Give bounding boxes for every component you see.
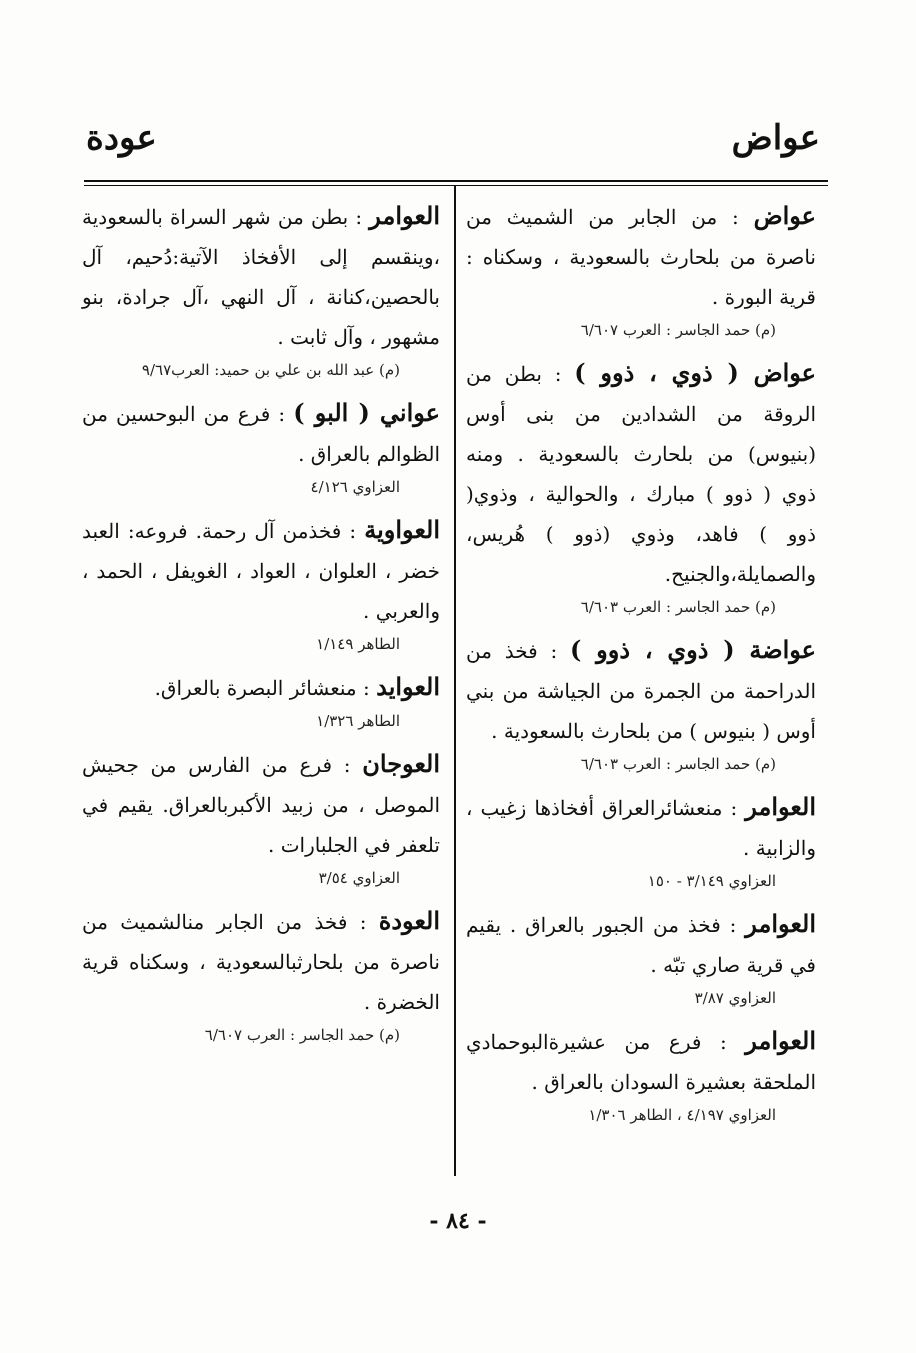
entry-term: العواوية [364, 515, 440, 544]
header-left-word: عودة [86, 118, 157, 158]
entry-term: عواضة ( ذوي ، ذوو ) [570, 635, 817, 664]
entry [82, 393, 440, 500]
entry-source: (م) حمد الجاسر : العرب ٦/٦٠٣ [580, 755, 776, 773]
entry [82, 667, 440, 734]
entry [82, 901, 440, 1048]
left-column [82, 196, 440, 1058]
entry-text: : بطن من شهر السراة بالسعودية ،وينقسم إلى الأفخاذ الآتية:دُحيم، آل بالحصين،كنانة ، آل النهي ،آل جرادة، بنو مشهور ، وآل ثابت . [82, 205, 440, 349]
entry-text: : فرع من البوحسين من الظوالم بالعراق . [82, 402, 440, 466]
entry-term: عواض ( ذوي ، ذوو ) [574, 358, 816, 387]
entry-source: (م) عبد الله بن علي بن حميد: العرب٩/٦٧ [141, 361, 400, 379]
entry-text: : فرع من الفارس من جحيش الموصل ، من زبيد الأكبربالعراق. يقيم في تلعفر في الجلبارات . [82, 753, 440, 857]
entry-text: : بطن من الروقة من الشدادين من بنى أوس (بنيوس) من بلحارث بالسعودية . ومنه ذوي ( ذوو ) مبارك ، والحوالية ، وذوي( ذوو ) فاهد، وذوي (ذوو ) هُريس، والصمايلة،والجنيح. [466, 362, 816, 586]
entry-term: العوجان [362, 749, 441, 778]
entry-term: العوامر [369, 201, 441, 230]
header-right-word: عواض [731, 118, 820, 158]
entry-text: : من الجابر من الشميث من ناصرة من بلحارث بالسعودية ، وسكناه : قرية البورة . [466, 205, 816, 309]
entry-source: العزاوي ٣/٨٧ [694, 989, 776, 1007]
column-separator [454, 186, 456, 1176]
entry-term: عواض [753, 201, 816, 230]
entry-text: : منعشائرالعراق أفخاذها زغيب ، والزابية . [466, 796, 816, 860]
entry-term: عواني ( البو ) [293, 398, 440, 427]
entry-source: (م) حمد الجاسر : العرب ٦/٦٠٧ [204, 1026, 400, 1044]
entry-source: الطاهر ١/١٤٩ [316, 635, 400, 653]
page-number: - ٨٤ - [429, 1208, 487, 1234]
entry-text: : فخذمن آل رحمة. فروعه: العبد خضر ، العلوان ، العواد ، الغويفل ، الحمد ، والعربي . [82, 519, 440, 623]
entry-text: : فخذ من الجابر منالشميث من ناصرة من بلحارثبالسعودية ، وسكناه قرية الخضرة . [82, 910, 440, 1014]
entry [466, 787, 816, 894]
entry-source: العزاوي ٤/١٢٦ [310, 478, 400, 496]
entry [466, 1021, 816, 1128]
entry-source: (م) حمد الجاسر : العرب ٦/٦٠٧ [580, 321, 776, 339]
entry [466, 196, 816, 343]
entry [466, 353, 816, 620]
entry-text: : فرع من عشيرةالبوحمادي الملحقة بعشيرة السودان بالعراق . [466, 1030, 816, 1094]
right-column [466, 196, 816, 1138]
entry [82, 510, 440, 657]
entry-source: الطاهر ١/٣٢٦ [316, 712, 400, 730]
entry-source: (م) حمد الجاسر : العرب ٦/٦٠٣ [580, 598, 776, 616]
entry-term: العوامر [745, 909, 817, 938]
entry-term: العوايد [376, 672, 440, 701]
entry [82, 196, 440, 383]
entry [82, 744, 440, 891]
entry [466, 904, 816, 1011]
entry-source: العزاوي ٣/١٤٩ - ١٥٠ [647, 872, 776, 890]
entry-text: : منعشائر البصرة بالعراق. [154, 676, 370, 700]
entry-text: : فخذ من الجبور بالعراق . يقيم في قرية صاري تبّه . [466, 913, 816, 977]
header-rule-thick [84, 180, 828, 182]
header-rule-thin [84, 185, 828, 186]
entry-source: العزاوي ٤/١٩٧ ، الطاهر ١/٣٠٦ [588, 1106, 776, 1124]
entry-text: : فخذ من الدراحمة من الجمرة من الجياشة من بني أوس ( بنيوس ) من بلحارث بالسعودية . [466, 639, 816, 743]
entry-term: العودة [378, 906, 441, 935]
entry-source: العزاوي ٣/٥٤ [318, 869, 400, 887]
entry-term: العوامر [745, 1026, 817, 1055]
entry-term: العوامر [745, 792, 816, 821]
entry [466, 630, 816, 777]
